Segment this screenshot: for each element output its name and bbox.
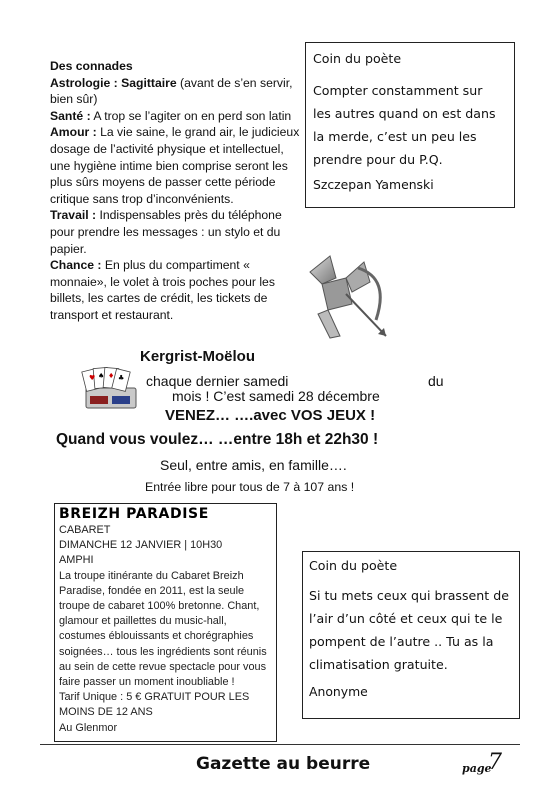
breizh-tarif: Tarif Unique : 5 € GRATUIT POUR LES MOINS DE 12 ANS <box>59 691 250 719</box>
poem2-line: climatisation gratuite. <box>309 657 448 672</box>
amour-label: Amour : <box>50 125 97 140</box>
poet-corner-box-1 <box>305 42 515 208</box>
kergrist-audience: Seul, entre amis, en famille…. <box>160 457 347 473</box>
footer-divider <box>40 744 520 745</box>
amour-text: La vie saine, le grand air, le judicieux dosage de l’activité physique et intellectuel, une hygiène intime bien comprise seront les plus sûrs moyens de passer cette période critique sans trop d’inconvénients. <box>50 125 300 206</box>
poem2-line: Si tu mets ceux qui brassent de <box>309 588 509 603</box>
horoscope-title: Des connades <box>50 59 133 73</box>
breizh-body <box>59 523 273 736</box>
poet-corner-box-2 <box>302 551 520 719</box>
kergrist-entry: Entrée libre pour tous de 7 à 107 ans ! <box>145 480 355 494</box>
travail-text: Indispensables près du téléphone pour prendre les messages : un stylo et du papier. <box>50 208 282 256</box>
poem1-line: Compter constamment sur <box>313 83 483 98</box>
kergrist-title: Kergrist-Moëlou <box>140 348 256 365</box>
horoscope-travail <box>50 207 300 257</box>
sagittarius-archer-icon <box>300 248 396 344</box>
horoscope-astro <box>50 75 300 108</box>
poem2-line: l’air d’un côté et ceux qui te le <box>309 611 503 626</box>
poem2-line: pompent de l’autre .. Tu as la <box>309 634 494 649</box>
breizh-paradise-box <box>54 503 277 742</box>
svg-text:♠: ♠ <box>98 372 105 380</box>
page-number: 7 <box>488 750 502 775</box>
sante-text: A trop se l’agiter on en perd son latin <box>90 108 292 123</box>
kergrist-line-1: chaque dernier samedi <box>146 373 289 389</box>
breizh-place: Au Glenmor <box>59 721 118 734</box>
horoscope-amour <box>50 124 300 207</box>
svg-text:♦: ♦ <box>108 372 115 380</box>
poem1-title: Coin du poète <box>313 51 402 66</box>
astro-label: Astrologie : Sagittaire <box>50 75 177 90</box>
playing-cards-icon <box>80 366 140 412</box>
chance-text: En plus du compartiment « monnaie», le volet à trois poches pour les billets, les cartes de crédit, les tickets de transport et restaurant. <box>50 258 275 322</box>
horoscope-chance <box>50 257 300 323</box>
breizh-description: La troupe itinérante du Cabaret Breizh Paradise, fondée en 2011, est la seule troupe de cabaret 100% bretonne. Chant, glamour et paillettes du music-hall, costumes éblouissants et chorégraphies soignées… tous les ingrédients sont réunis au sein de cette revue spectacle pour vous faire passer un moment inoubliable ! <box>59 569 267 689</box>
poem2-signature: Anonyme <box>309 684 368 699</box>
breizh-venue: AMPHI <box>59 554 94 567</box>
breizh-title: BREIZH PARADISE <box>59 506 209 522</box>
svg-text:♥: ♥ <box>89 374 96 382</box>
poem1-line: les autres quand on est dans <box>313 106 496 121</box>
travail-label: Travail : <box>50 208 97 223</box>
kergrist-line-1-end: du <box>428 373 444 389</box>
kergrist-line-2: mois ! C’est samedi 28 décembre <box>172 388 380 404</box>
horoscope-sante <box>50 108 300 125</box>
svg-text:♣: ♣ <box>118 374 125 382</box>
page-label: page <box>462 762 492 775</box>
astro-text: (avant de s’en servir, bien sûr) <box>50 75 293 107</box>
chance-label: Chance : <box>50 258 102 273</box>
poem1-signature: Szczepan Yamenski <box>313 177 434 192</box>
poem1-line: prendre pour du P.Q. <box>313 152 443 167</box>
horoscope-section <box>50 58 300 324</box>
poem1-line: la merde, c’est un peu les <box>313 129 477 144</box>
poem2-title: Coin du poète <box>309 558 398 573</box>
kergrist-venez: VENEZ… ….avec VOS JEUX ! <box>165 407 376 424</box>
gazette-title: Gazette au beurre <box>196 754 371 774</box>
sante-label: Santé : <box>50 108 91 123</box>
kergrist-hours: Quand vous voulez… …entre 18h et 22h30 ! <box>56 431 379 448</box>
breizh-date: DIMANCHE 12 JANVIER | 10H30 <box>59 539 223 552</box>
breizh-cabaret: CABARET <box>59 524 111 536</box>
